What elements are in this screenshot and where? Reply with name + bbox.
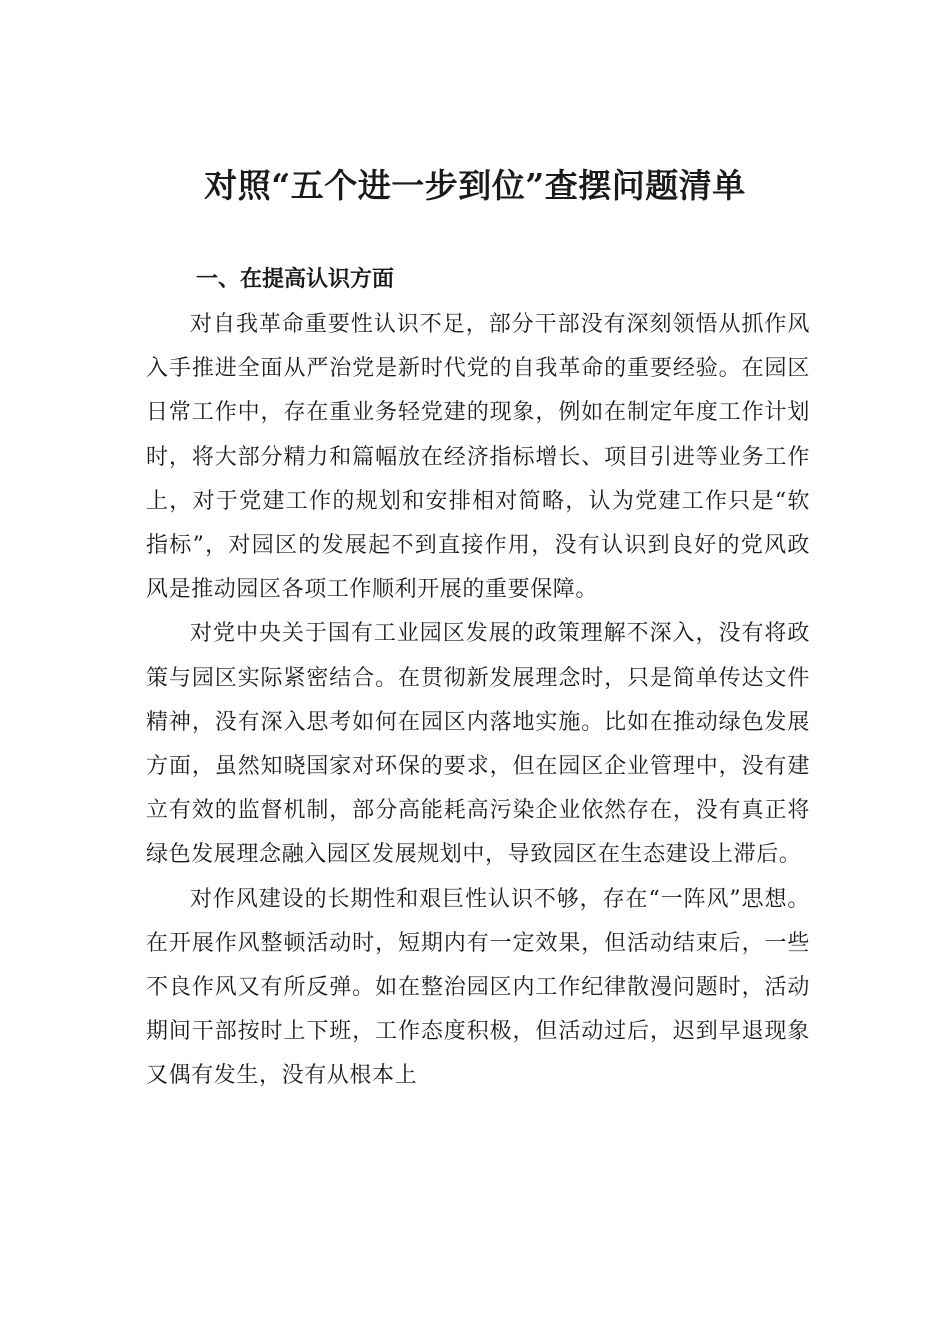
paragraph-work-style: 对作风建设的长期性和艰巨性认识不够，存在“一阵风”思想。在开展作风整顿活动时，短期内有一定效果，但活动结束后，一些不良作风又有所反弹。如在整治园区内工作纪律散漫问题时，活动期间干部按时上下班，工作态度积极，但活动过后，迟到早退现象又偶有发生，没有从根本上 [146,886,810,1089]
section-heading: 一、在提高认识方面 [196,267,395,292]
paragraph-policy-understanding: 对党中央关于国有工业园区发展的政策理解不深入，没有将政策与园区实际紧密结合。在贯彻新发展理念时，只是简单传达文件精神，没有深入思考如何在园区内落地实施。比如在推动绿色发展方面，虽然知晓国家对环保的要求，但在园区企业管理中，没有建立有效的监督机制，部分高能耗高污染企业依然存在，没有真正将绿色发展理念融入园区发展规划中，导致园区在生态建设上滞后。 [146,621,810,868]
document-body [146,303,810,1099]
document-title: 对照“五个进一步到位”查摆问题清单 [204,166,746,205]
paragraph-self-revolution: 对自我革命重要性认识不足，部分干部没有深刻领悟从抓作风入手推进全面从严治党是新时代党的自我革命的重要经验。在园区日常工作中，存在重业务轻党建的现象，例如在制定年度工作计划时，将大部分精力和篇幅放在经济指标增长、项目引进等业务工作上，对于党建工作的规划和安排相对简略，认为党建工作只是“软指标”，对园区的发展起不到直接作用，没有认识到良好的党风政风是推动园区各项工作顺利开展的重要保障。 [146,312,810,603]
